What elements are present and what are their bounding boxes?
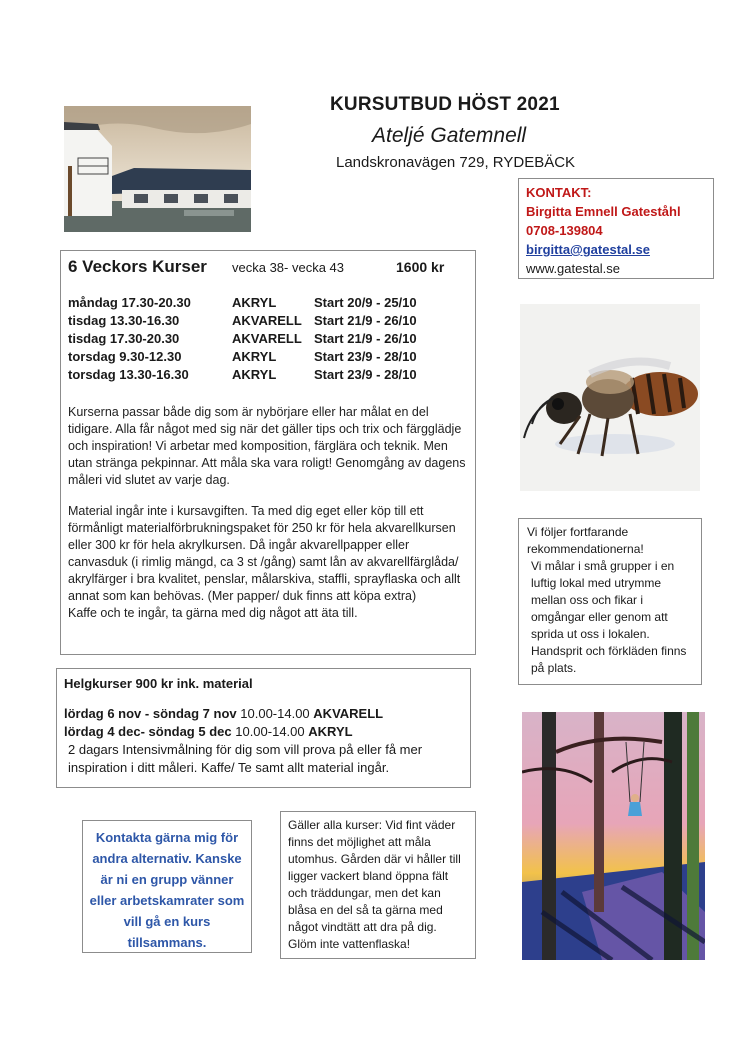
contact-email-link[interactable]: birgitta@gatestal.se xyxy=(526,242,650,257)
schedule-time: torsdag 13.30-16.30 xyxy=(68,367,189,382)
schedule-medium: AKVARELL xyxy=(232,313,302,328)
schedule-medium: AKRYL xyxy=(232,349,277,364)
weekend-description: 2 dagars Intensivmålning för dig som vill prova på eller få mer inspiration i ditt måleri. Kaffe/ Te samt allt material ingår. xyxy=(68,742,423,775)
schedule-row xyxy=(68,312,468,330)
weekend-row2-medium: AKRYL xyxy=(308,724,353,739)
course-description: Kurserna passar både dig som är nybörjare eller har målat en del tidigare. Alla får något med sig när det gäller tips och trix och färgglädje och inspiration! Vi arbetar med komposition, färglära och teknik. Men utan stränga pekpinnar. Att måla ska vara roligt! Genomgång av dagens måleri vid slutet av varje dag. xyxy=(68,405,466,487)
studio-address: Landskronavägen 729, RYDEBÄCK xyxy=(336,154,576,171)
course-header xyxy=(68,258,468,276)
schedule-start: Start 23/9 - 28/10 xyxy=(314,367,417,382)
six-week-courses-box xyxy=(60,250,476,655)
weekend-courses-box xyxy=(56,668,471,788)
weekend-row1-dates: lördag 6 nov - söndag 7 nov xyxy=(64,706,237,721)
group-contact-text: Kontakta gärna mig för andra alternativ. Kanske är ni en grupp vänner eller arbetskamrater som vill gå en kurs tillsammans. xyxy=(89,830,245,950)
schedule-start: Start 21/9 - 26/10 xyxy=(314,313,417,328)
forest-swing-painting xyxy=(522,712,705,960)
contact-heading: KONTAKT: xyxy=(526,185,592,200)
health-recommendations-box xyxy=(518,518,702,685)
bee-painting xyxy=(520,304,700,491)
schedule-medium: AKRYL xyxy=(232,295,277,310)
schedule-start: Start 20/9 - 25/10 xyxy=(314,295,417,310)
weekend-row2-time: 10.00-14.00 xyxy=(235,724,305,739)
contact-phone: 0708-139804 xyxy=(526,223,603,238)
course-coffee: Kaffe och te ingår, ta gärna med dig något att äta till. xyxy=(68,606,358,620)
schedule-medium: AKRYL xyxy=(232,367,277,382)
building-photo xyxy=(64,106,251,232)
weekend-heading: Helgkurser 900 kr ink. material xyxy=(64,676,253,691)
schedule-start: Start 21/9 - 26/10 xyxy=(314,331,417,346)
contact-name: Birgitta Emnell Gateståhl xyxy=(526,204,681,219)
covid-heading: Vi följer fortfarande rekommendationerna! xyxy=(527,525,644,556)
course-heading: 6 Veckors Kurser xyxy=(68,257,207,276)
course-materials: Material ingår inte i kursavgiften. Ta med dig eget eller köp till ett förmånligt materialförbrukningspaket för 250 kr för hela akvarellkursen eller 300 kr för hela akrylkursen. Då ingår akvarellpapper eller canvasduk (i rimlig mängd, ca 3 st /gång) samt lån av akvarellfärglåda/ akrylfärger i bra kvalitet, penslar, målarskiva, staffli, sprayflaska och allt annat som kan behövas. (Mer papper/ duk finns att köpa extra) xyxy=(68,504,461,603)
schedule-row xyxy=(68,348,468,366)
schedule-time: torsdag 9.30-12.30 xyxy=(68,349,182,364)
weekend-row-2 xyxy=(64,723,463,741)
covid-text: Vi målar i små grupper i en luftig lokal med utrymme mellan oss och fikar i omgångar eller genom att sprida ut oss i lokalen. xyxy=(531,559,675,641)
schedule-medium: AKVARELL xyxy=(232,331,302,346)
page-title: KURSUTBUD HÖST 2021 xyxy=(330,94,560,115)
schedule-row xyxy=(68,366,468,384)
schedule-time: måndag 17.30-20.30 xyxy=(68,295,191,310)
weekend-row-1 xyxy=(64,705,463,723)
course-weeks: vecka 38- vecka 43 xyxy=(232,260,345,275)
outdoor-info-box xyxy=(280,811,476,959)
schedule-start: Start 23/9 - 28/10 xyxy=(314,349,417,364)
group-contact-box xyxy=(82,820,252,953)
covid-sanitizer-text: Handsprit och förkläden finns på plats. xyxy=(531,644,687,675)
schedule-time: tisdag 13.30-16.30 xyxy=(68,313,180,328)
course-price: 1600 kr xyxy=(396,259,445,275)
weekend-row1-time: 10.00-14.00 xyxy=(240,706,310,721)
outdoor-text: Gäller alla kurser: Vid fint väder finns det möjlighet att måla utomhus. Gården där vi håller till ligger vackert bland öppna fält och träddungar, men det kan blåsa en del så ta gärna med något vindtätt att dra på dig. Glöm inte vattenflaska! xyxy=(288,818,461,951)
contact-website[interactable]: www.gatestal.se xyxy=(526,261,620,276)
contact-box xyxy=(518,178,714,279)
schedule-row xyxy=(68,294,468,312)
schedule-row xyxy=(68,330,468,348)
weekend-row1-medium: AKVARELL xyxy=(313,706,384,721)
weekend-row2-dates: lördag 4 dec- söndag 5 dec xyxy=(64,724,232,739)
studio-name: Ateljé Gatemnell xyxy=(372,124,527,147)
schedule-time: tisdag 17.30-20.30 xyxy=(68,331,180,346)
